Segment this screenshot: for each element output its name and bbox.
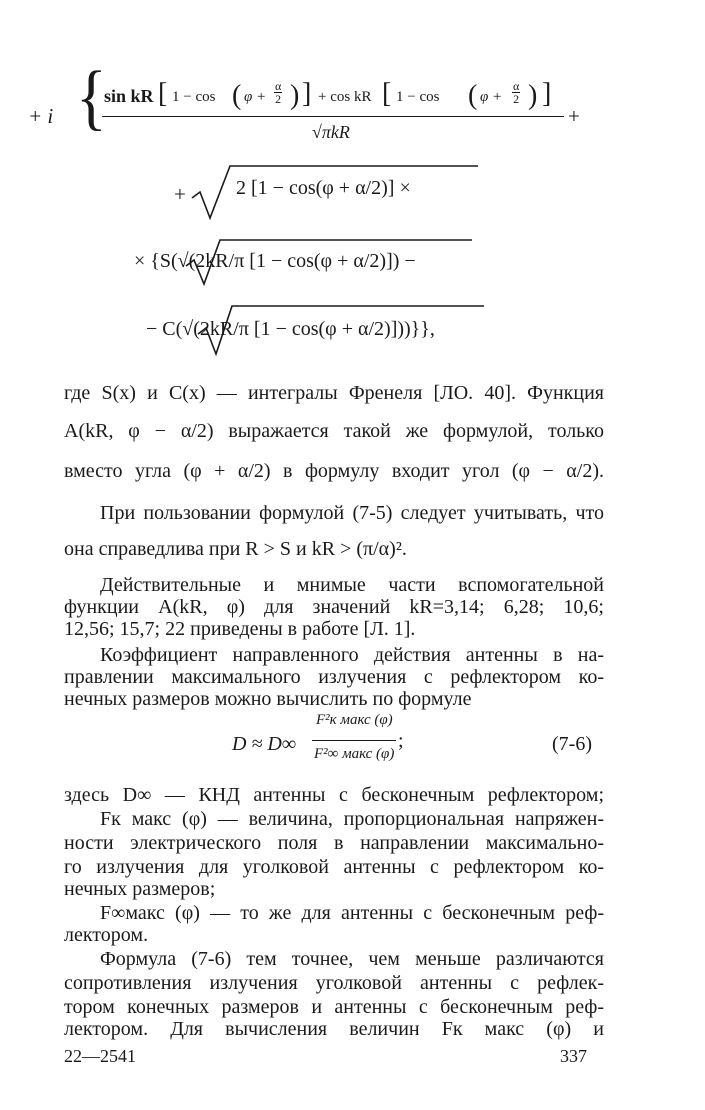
usage-line-2: она справедлива при R > S и kR > (π/α)². xyxy=(64,538,407,560)
cos-kr: + cos kR xyxy=(318,89,372,105)
coef-line-3: нечных размеров можно вычислить по формуле xyxy=(64,688,472,710)
here-line-7: лектором. xyxy=(64,924,149,946)
bracket-close-1: ] xyxy=(302,78,312,109)
phi-plus-2: φ + xyxy=(480,89,503,105)
fresnel-line-2: A(kR, φ − α/2) выражается такой же формулой, только xyxy=(64,420,604,442)
here-line-6: F∞макс (φ) — то же для антенны с бесконечным реф- xyxy=(100,902,604,924)
real-line-2: функции A(kR, φ) для значений kR=3,14; 6,28; 10,6; xyxy=(64,596,604,618)
coef-line-1: Коэффициент направленного действия антенны в на- xyxy=(100,644,604,666)
fresnel-line-3: вместо угла (φ + α/2) в формулу входит угол (φ − α/2). xyxy=(64,460,604,482)
formula-line-3: тором конечных размеров и антенны с бесконечным реф- xyxy=(64,996,604,1018)
eq-denominator: F²∞ макс (φ) xyxy=(314,746,395,762)
alpha-frac-2: $\frac{\alpha}{2}$ xyxy=(513,79,520,106)
c-line-text: − C(√(2kR/π [1 − cos(φ + α/2)]))}}, xyxy=(146,318,435,340)
trailing-plus: + xyxy=(568,104,580,128)
fresnel-line-1: где S(x) и C(x) — интегралы Френеля [ЛО. 40]. Функция xyxy=(64,382,604,404)
paren-close-1: ) xyxy=(290,80,300,111)
bracket-open-1: [ xyxy=(158,78,168,109)
curly-brace-open: { xyxy=(76,55,107,138)
bracket-one-text: 1 − cos xyxy=(172,89,216,105)
formula-line-4: лектором. Для вычисления величин Fк макс (φ) и xyxy=(64,1018,604,1040)
phi-plus-1: φ + xyxy=(244,89,267,105)
here-line-5: нечных размеров; xyxy=(64,878,216,900)
real-line-3: 12,56; 15,7; 22 приведены в работе [Л. 1]. xyxy=(64,618,416,640)
eq-number: (7-6) xyxy=(552,733,592,755)
eq-fraction-bar xyxy=(312,740,396,741)
here-line-2: Fк макс (φ) — величина, пропорциональная напряжен- xyxy=(100,808,604,830)
paren-open-2: ( xyxy=(468,80,478,111)
bracket-open-2: [ xyxy=(382,78,392,109)
s-line-text: × {S(√(2kR/π [1 − cos(φ + α/2)]) − xyxy=(134,250,416,272)
real-line-1: Действительные и мнимые части вспомогательной xyxy=(100,574,604,596)
eq-numerator: F²к макс (φ) xyxy=(316,712,393,728)
page-number: 337 xyxy=(560,1046,587,1066)
bracket-close-2: ] xyxy=(542,78,552,109)
sqrt-plus: + xyxy=(174,182,186,206)
formula-prefix: + i xyxy=(28,104,54,128)
coef-line-2: правлении максимального излучения с рефлектором ко- xyxy=(64,666,604,688)
eq-lhs: D ≈ D∞ xyxy=(232,733,297,755)
formula-line-1: Формула (7-6) тем точнее, чем меньше различаются xyxy=(100,948,604,970)
here-line-1: здесь D∞ — КНД антенны с бесконечным рефлектором; xyxy=(64,784,604,806)
eq-semicolon: ; xyxy=(398,730,404,752)
here-line-3: ности электрического поля в направлении максимально- xyxy=(64,832,604,854)
main-fraction-bar xyxy=(102,116,564,117)
printer-signature: 22—2541 xyxy=(64,1046,136,1066)
formula-line-2: сопротивления излучения уголковой антенны с рефлек- xyxy=(64,972,604,994)
sqrt-line-text: 2 [1 − cos(φ + α/2)] × xyxy=(236,177,411,199)
alpha-frac-1: $\frac{\alpha}{2}$ xyxy=(275,79,282,106)
denominator-sqrt: √πkR xyxy=(312,122,350,142)
paren-close-2: ) xyxy=(528,80,538,111)
bracket-two-text: 1 − cos xyxy=(396,89,440,105)
here-line-4: го излучения для уголковой антенны с рефлектором ко- xyxy=(64,856,604,878)
usage-line-1: При пользовании формулой (7-5) следует учитывать, что xyxy=(100,502,604,524)
paren-open-1: ( xyxy=(232,80,242,111)
sin-kr: sin kR xyxy=(104,86,154,106)
